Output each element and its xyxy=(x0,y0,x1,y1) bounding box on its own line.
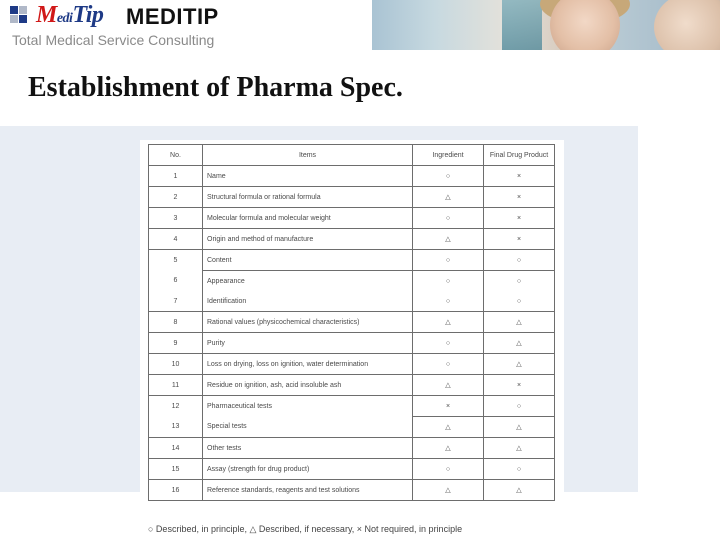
cell-item: Name xyxy=(203,166,413,187)
cell-item: Special tests xyxy=(203,417,413,438)
cell-ingredient: △ xyxy=(413,417,484,438)
cell-ingredient: △ xyxy=(413,375,484,396)
cell-ingredient: ○ xyxy=(413,250,484,271)
cell-final: ○ xyxy=(484,250,555,271)
cell-no: 2 xyxy=(149,187,203,208)
cell-ingredient: △ xyxy=(413,312,484,333)
cell-final: ○ xyxy=(484,271,555,292)
cell-item: Structural formula or rational formula xyxy=(203,187,413,208)
cell-ingredient: ○ xyxy=(413,271,484,292)
cell-no: 1 xyxy=(149,166,203,187)
brand-tagline: Total Medical Service Consulting xyxy=(12,32,215,48)
cell-no: 6 xyxy=(149,271,203,292)
cell-item: Other tests xyxy=(203,438,413,459)
cell-final: × xyxy=(484,208,555,229)
cell-item: Pharmaceutical tests xyxy=(203,396,413,417)
cell-final: ○ xyxy=(484,459,555,480)
cell-item: Appearance xyxy=(203,271,413,292)
cell-final: △ xyxy=(484,417,555,438)
cell-item: Rational values (physicochemical characteristics) xyxy=(203,312,413,333)
slide-title: Establishment of Pharma Spec. xyxy=(28,72,403,103)
table-row xyxy=(149,354,555,375)
header-final-drug-product: Final Drug Product xyxy=(484,145,555,166)
header-no: No. xyxy=(149,145,203,166)
header-items: Items xyxy=(203,145,413,166)
cell-ingredient: ○ xyxy=(413,166,484,187)
cell-no: 13 xyxy=(149,417,203,438)
cell-no: 3 xyxy=(149,208,203,229)
table-row xyxy=(149,250,555,271)
cell-no: 10 xyxy=(149,354,203,375)
cell-ingredient: ○ xyxy=(413,208,484,229)
cell-ingredient: △ xyxy=(413,229,484,250)
cell-final: △ xyxy=(484,333,555,354)
cell-final: × xyxy=(484,375,555,396)
cell-item: Residue on ignition, ash, acid insoluble ash xyxy=(203,375,413,396)
cell-final: △ xyxy=(484,438,555,459)
table-row xyxy=(149,333,555,354)
table-row xyxy=(149,208,555,229)
table-row xyxy=(149,480,555,501)
cell-item: Loss on drying, loss on ignition, water determination xyxy=(203,354,413,375)
header xyxy=(0,0,720,50)
table-row xyxy=(149,291,555,312)
specification-document xyxy=(140,140,564,504)
header-ingredient: Ingredient xyxy=(413,145,484,166)
table-row xyxy=(149,312,555,333)
cell-no: 12 xyxy=(149,396,203,417)
cell-final: △ xyxy=(484,480,555,501)
cell-item: Molecular formula and molecular weight xyxy=(203,208,413,229)
cell-item: Origin and method of manufacture xyxy=(203,229,413,250)
cell-item: Identification xyxy=(203,291,413,312)
cell-no: 4 xyxy=(149,229,203,250)
table-row xyxy=(149,375,555,396)
cell-final: × xyxy=(484,187,555,208)
cell-final: × xyxy=(484,229,555,250)
cell-ingredient: △ xyxy=(413,480,484,501)
symbol-legend: ○ Described, in principle, △ Described, if necessary, × Not required, in principle xyxy=(148,524,463,534)
cell-final: × xyxy=(484,166,555,187)
cell-no: 5 xyxy=(149,250,203,271)
cell-final: △ xyxy=(484,354,555,375)
logo-mark: MediTip xyxy=(36,2,104,28)
brand-name: MEDITIP xyxy=(126,4,219,29)
logo-squares-icon xyxy=(10,6,30,24)
cell-no: 16 xyxy=(149,480,203,501)
table-row xyxy=(149,438,555,459)
table-row xyxy=(149,271,555,292)
cell-ingredient: △ xyxy=(413,187,484,208)
cell-ingredient: × xyxy=(413,396,484,417)
cell-no: 9 xyxy=(149,333,203,354)
table-row xyxy=(149,187,555,208)
cell-ingredient: ○ xyxy=(413,354,484,375)
cell-item: Assay (strength for drug product) xyxy=(203,459,413,480)
cell-item: Reference standards, reagents and test solutions xyxy=(203,480,413,501)
cell-no: 15 xyxy=(149,459,203,480)
cell-no: 11 xyxy=(149,375,203,396)
cell-final: ○ xyxy=(484,396,555,417)
cell-no: 14 xyxy=(149,438,203,459)
cell-item: Content xyxy=(203,250,413,271)
cell-ingredient: ○ xyxy=(413,333,484,354)
cell-ingredient: △ xyxy=(413,438,484,459)
table-header-row xyxy=(149,145,555,166)
cell-no: 8 xyxy=(149,312,203,333)
header-photo xyxy=(372,0,720,50)
cell-final: △ xyxy=(484,312,555,333)
cell-final: ○ xyxy=(484,291,555,312)
cell-ingredient: ○ xyxy=(413,291,484,312)
table-row xyxy=(149,396,555,417)
specification-table xyxy=(148,144,555,501)
table-row xyxy=(149,417,555,438)
table-row xyxy=(149,229,555,250)
cell-ingredient: ○ xyxy=(413,459,484,480)
table-row xyxy=(149,459,555,480)
cell-item: Purity xyxy=(203,333,413,354)
table-row xyxy=(149,166,555,187)
cell-no: 7 xyxy=(149,291,203,312)
